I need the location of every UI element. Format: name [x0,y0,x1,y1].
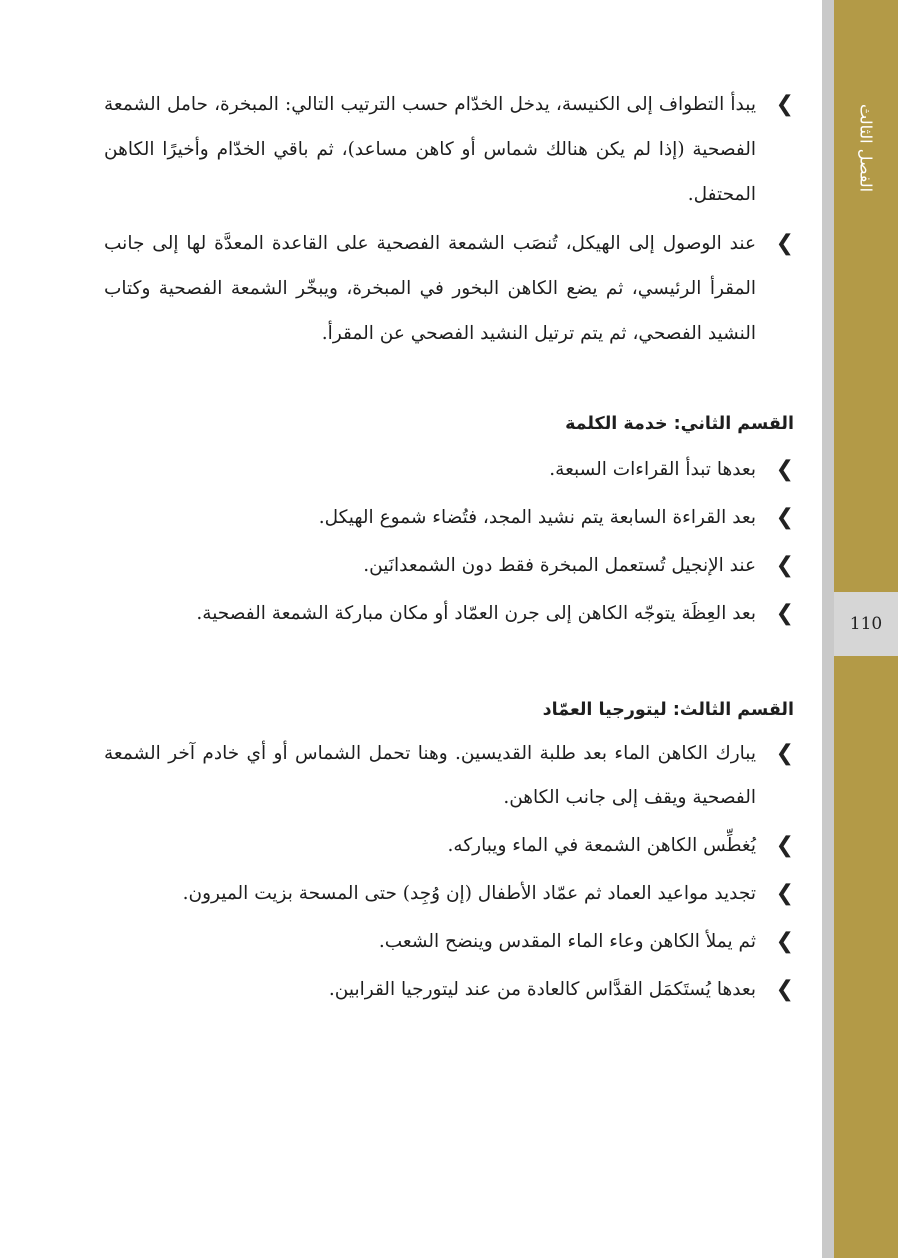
list-item [104,872,794,916]
list-item [104,824,794,868]
list-item [104,592,794,636]
chevron-bullet-icon: ❯ [775,553,794,578]
chapter-tab [842,78,890,218]
section-two-heading: القسم الثاني: خدمة الكلمة [565,414,794,434]
page-number: 110 [849,614,883,634]
list-item [104,496,794,540]
chevron-bullet-icon: ❯ [775,977,794,1002]
list-item-text: بعد العِظَة يتوجّه الكاهن إلى جرن العمّاد أو مكان مباركة الشمعة الفصحية. [196,603,756,624]
chevron-bullet-icon: ❯ [775,92,794,117]
page-number-box [834,592,898,656]
list-item-text: يبدأ التطواف إلى الكنيسة، يدخل الخدّام حسب الترتيب التالي: المبخرة، حامل الشمعة الفصحية (إذا لم يكن هنالك شماس أو كاهن مساعد)، ثم باقي الخدّام وأخيرًا الكاهن المحتفل. [104,94,756,205]
chevron-bullet-icon: ❯ [775,929,794,954]
section-two-header [104,404,794,444]
intro-list [104,82,794,356]
list-item-text: بعدها تبدأ القراءات السبعة. [549,459,756,480]
section-three [104,732,794,1016]
chevron-bullet-icon: ❯ [775,741,794,766]
list-item-text: عند الإنجيل تُستعمل المبخرة فقط دون الشمعدانَين. [363,555,756,576]
list-item [104,968,794,1012]
chevron-bullet-icon: ❯ [775,231,794,256]
list-item-text: تجديد مواعيد العماد ثم عمّاد الأطفال (إن وُجِد) حتى المسحة بزيت الميرون. [182,883,756,904]
list-item-text: بعد القراءة السابعة يتم نشيد المجد، فتُضاء شموع الهيكل. [318,507,756,528]
intro-section [104,82,794,360]
chevron-bullet-icon: ❯ [775,833,794,858]
chevron-bullet-icon: ❯ [775,601,794,626]
list-item [104,221,794,356]
list-item [104,448,794,492]
section-three-list [104,732,794,1012]
list-item [104,82,794,217]
list-item [104,920,794,964]
section-two-list [104,448,794,636]
list-item-text: يبارك الكاهن الماء بعد طلبة القديسين. وهنا تحمل الشماس أو أي خادم آخر الشمعة الفصحية ويقف إلى جانب الكاهن. [104,743,756,808]
list-item-text: يُغطِّس الكاهن الشمعة في الماء ويباركه. [447,835,756,856]
chapter-title: الفصل الثالث [856,103,876,193]
list-item [104,732,794,820]
list-item [104,544,794,588]
side-gray-strip [822,0,834,1258]
section-two [104,448,794,640]
list-item-text: بعدها يُستَكمَل القدَّاس كالعادة من عند ليتورجيا القرابين. [328,979,756,1000]
chevron-bullet-icon: ❯ [775,881,794,906]
section-three-header [104,690,794,730]
list-item-text: عند الوصول إلى الهيكل، تُنصَب الشمعة الفصحية على القاعدة المعدَّة لها إلى جانب المقرأ الرئيسي، ثم يضع الكاهن البخور في المبخرة، ويبخّر الشمعة الفصحية وكتاب النشيد الفصحي، ثم يتم ترتيل النشيد الفصحي عن المقرأ. [104,233,756,344]
chevron-bullet-icon: ❯ [775,505,794,530]
list-item-text: ثم يملأ الكاهن وعاء الماء المقدس وينضح الشعب. [378,931,756,952]
side-gold-band-bottom [834,656,898,1258]
chevron-bullet-icon: ❯ [775,457,794,482]
section-three-heading: القسم الثالث: ليتورجيا العمّاد [542,700,794,720]
